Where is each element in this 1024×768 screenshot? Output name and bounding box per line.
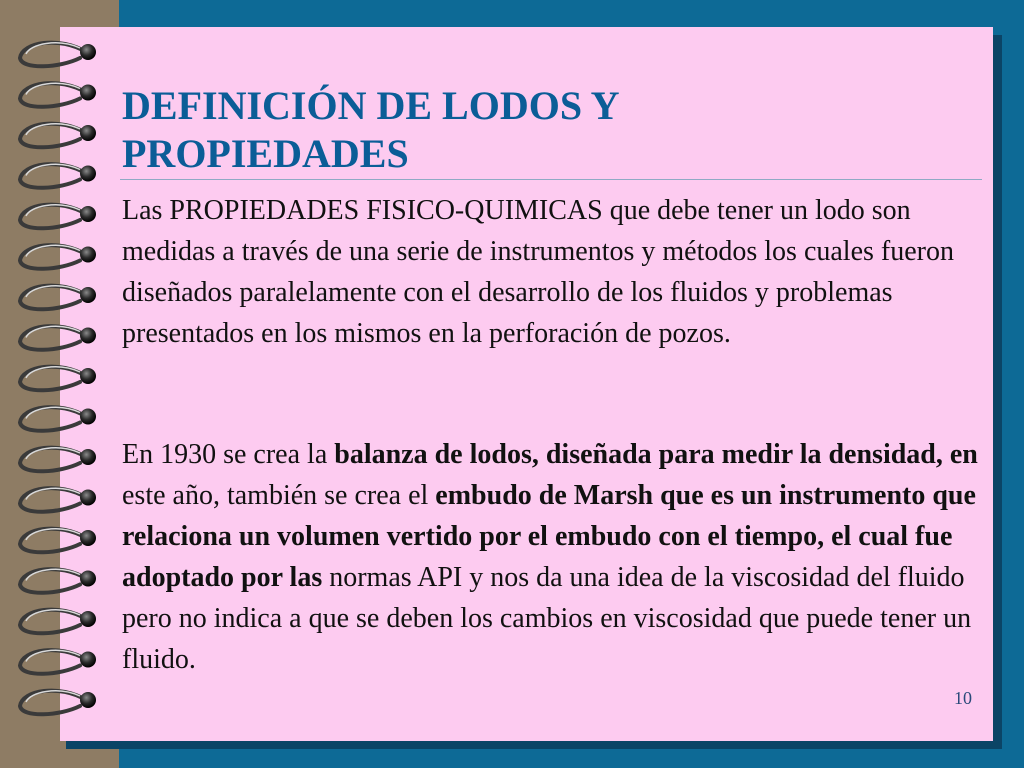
title-line-2: PROPIEDADES (122, 131, 409, 176)
paragraph-history (122, 434, 982, 680)
paragraph-history-text-3: normas API y nos da una idea de la viscosidad del fluido pero no indica a que se deben los cambios en viscosidad que puede tener un fluido. (122, 562, 972, 675)
binding-hole-icon (80, 652, 96, 668)
paragraph-properties: Las PROPIEDADES FISICO-QUIMICAS que debe tener un lodo son medidas a través de una serie de instrumentos y métodos los cuales fueron diseñados paralelamente con el desarrollo de los fluidos y problemas presentados en los mismos en la perforación de pozos. (122, 195, 954, 349)
page-number: 10 (954, 688, 972, 708)
binding-hole-icon (80, 247, 96, 263)
binding-hole-icon (80, 490, 96, 506)
paragraph-history-bold-2: embudo de Marsh que es un instrumento que relaciona un volumen vertido por el embudo con el tiempo, el cual fue adoptado por las (122, 480, 976, 593)
binding-hole-icon (80, 328, 96, 344)
binding-hole-icon (80, 125, 96, 141)
binding-hole-icon (80, 166, 96, 182)
binding-hole-icon (80, 449, 96, 465)
paragraph-history-text-2: este año, también se crea el (122, 480, 436, 511)
binding-hole-icon (80, 409, 96, 425)
binding-hole-icon (80, 85, 96, 101)
paragraph-history-text-1: En 1930 se crea la (122, 439, 335, 470)
binding-hole-icon (80, 44, 96, 60)
slide-title (122, 82, 902, 178)
binding-hole-icon (80, 571, 96, 587)
binding-hole-icon (80, 287, 96, 303)
binding-hole-icon (80, 368, 96, 384)
binding-hole-icon (80, 530, 96, 546)
binding-hole-icon (80, 692, 96, 708)
paragraph-history-bold-1: balanza de lodos, diseñada para medir la densidad, en (334, 439, 978, 470)
binding-hole-icon (80, 206, 96, 222)
title-line-1: DEFINICIÓN DE LODOS Y (122, 83, 620, 128)
binding-hole-icon (80, 611, 96, 627)
title-divider (120, 179, 982, 180)
spiral-binding-icon (0, 0, 110, 768)
